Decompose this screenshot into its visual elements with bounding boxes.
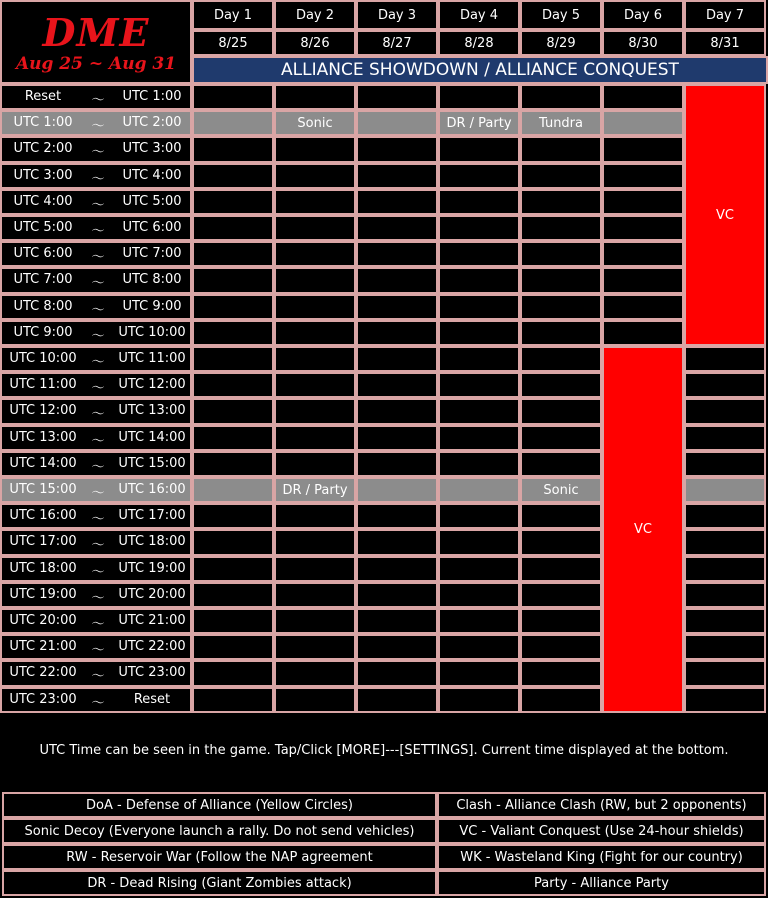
slot-start: UTC 14:00	[9, 455, 77, 471]
schedule-cell	[192, 398, 274, 424]
slot-end: UTC 4:00	[122, 167, 182, 183]
slot-separator: 〜	[91, 93, 105, 108]
schedule-cell	[192, 346, 274, 372]
schedule-cell	[356, 241, 438, 267]
schedule-cell	[356, 189, 438, 215]
slot-end: UTC 7:00	[122, 246, 182, 262]
schedule-cell	[356, 425, 438, 451]
schedule-cell	[438, 608, 520, 634]
utc-note: UTC Time can be seen in the game. Tap/Click [MORE]---[SETTINGS]. Current time displayed at the bottom.	[0, 712, 768, 788]
schedule-cell	[356, 215, 438, 241]
schedule-cell	[520, 398, 602, 424]
slot-end: UTC 6:00	[122, 220, 182, 235]
time-slot-label	[0, 294, 192, 320]
schedule-cell	[438, 241, 520, 267]
schedule-cell	[192, 608, 274, 634]
slot-separator: 〜	[91, 617, 105, 632]
slot-separator: 〜	[91, 328, 105, 344]
schedule-cell	[602, 189, 684, 215]
schedule-cell	[438, 320, 520, 346]
slot-separator: 〜	[91, 276, 105, 292]
time-slot-label	[0, 425, 192, 451]
schedule-cell	[274, 163, 356, 189]
slot-start: UTC 22:00	[9, 665, 77, 681]
slot-start: UTC 15:00	[9, 482, 77, 497]
schedule-cell	[520, 608, 602, 634]
schedule-cell	[684, 372, 766, 398]
schedule-cell	[192, 687, 274, 713]
schedule-cell	[192, 503, 274, 529]
legend-item: VC - Valiant Conquest (Use 24-hour shields)	[437, 818, 766, 844]
time-slot-label	[0, 451, 192, 477]
schedule-cell	[520, 294, 602, 320]
schedule-cell	[274, 189, 356, 215]
schedule-cell	[192, 425, 274, 451]
slot-end: UTC 12:00	[118, 377, 186, 393]
schedule-cell	[684, 398, 766, 424]
schedule-cell	[438, 503, 520, 529]
schedule-cell	[520, 582, 602, 608]
schedule-cell	[356, 372, 438, 398]
slot-end: UTC 16:00	[118, 482, 186, 497]
slot-end: UTC 3:00	[122, 141, 182, 157]
schedule-cell	[684, 660, 766, 686]
schedule-cell	[192, 451, 274, 477]
slot-start: UTC 10:00	[9, 351, 77, 366]
schedule-cell	[684, 503, 766, 529]
slot-separator: 〜	[91, 197, 105, 213]
schedule-cell	[274, 372, 356, 398]
schedule-cell	[356, 687, 438, 713]
schedule-cell	[274, 529, 356, 555]
schedule-cell	[192, 556, 274, 582]
logo-title: DME	[42, 10, 150, 55]
time-slot-label	[0, 136, 192, 162]
schedule-cell	[274, 241, 356, 267]
schedule-cell	[274, 451, 356, 477]
time-slot-label	[0, 503, 192, 529]
schedule-cell	[192, 529, 274, 555]
schedule-cell	[602, 294, 684, 320]
schedule-cell	[274, 136, 356, 162]
schedule-cell	[356, 163, 438, 189]
slot-start: UTC 23:00	[9, 691, 77, 707]
schedule-cell	[356, 294, 438, 320]
schedule-cell	[602, 110, 684, 136]
schedule-cell	[356, 84, 438, 110]
legend-item: WK - Wasteland King (Fight for our country)	[437, 844, 766, 870]
slot-separator: 〜	[91, 250, 105, 266]
schedule-cell	[438, 267, 520, 293]
slot-start: UTC 5:00	[13, 220, 73, 235]
time-slot-label	[0, 267, 192, 293]
schedule-cell	[438, 215, 520, 241]
slot-separator: 〜	[91, 590, 105, 606]
schedule-cell	[602, 215, 684, 241]
day-date: 8/26	[274, 30, 356, 56]
schedule-cell	[520, 267, 602, 293]
schedule-cell	[438, 582, 520, 608]
time-slot-label	[0, 163, 192, 189]
slot-start: UTC 9:00	[13, 324, 73, 340]
day-header: Day 3	[356, 0, 438, 30]
slot-end: UTC 1:00	[122, 89, 182, 104]
schedule-cell	[602, 320, 684, 346]
schedule-cell	[356, 556, 438, 582]
slot-end: UTC 18:00	[118, 534, 186, 550]
schedule-cell	[192, 634, 274, 660]
schedule-cell	[438, 660, 520, 686]
slot-end: UTC 13:00	[118, 403, 186, 419]
slot-end: UTC 10:00	[118, 324, 186, 340]
day-header: Day 6	[602, 0, 684, 30]
event-block-vc: VC	[686, 86, 764, 344]
slot-end: UTC 11:00	[118, 351, 186, 366]
schedule-cell	[356, 346, 438, 372]
day-date: 8/30	[602, 30, 684, 56]
schedule-cell	[520, 84, 602, 110]
schedule-cell	[192, 241, 274, 267]
slot-separator: 〜	[91, 695, 105, 711]
schedule-cell	[684, 608, 766, 634]
slot-separator: 〜	[91, 538, 105, 554]
schedule-cell	[520, 634, 602, 660]
schedule-cell: Tundra	[520, 110, 602, 136]
schedule-cell	[520, 163, 602, 189]
schedule-cell	[356, 320, 438, 346]
schedule-cell	[274, 556, 356, 582]
schedule-cell	[192, 84, 274, 110]
slot-separator: 〜	[91, 355, 105, 370]
slot-start: UTC 16:00	[9, 508, 77, 524]
time-slot-label	[0, 687, 192, 713]
schedule-cell	[274, 425, 356, 451]
schedule-cell	[356, 267, 438, 293]
schedule-cell	[520, 346, 602, 372]
schedule-cell	[356, 110, 438, 136]
schedule-cell	[438, 556, 520, 582]
time-slot-label	[0, 477, 192, 503]
schedule-cell	[520, 556, 602, 582]
schedule-cell	[520, 136, 602, 162]
schedule-cell	[684, 425, 766, 451]
schedule-cell	[274, 634, 356, 660]
schedule-cell	[356, 582, 438, 608]
slot-separator: 〜	[91, 643, 105, 659]
schedule-cell	[356, 608, 438, 634]
time-slot-label	[0, 582, 192, 608]
day-date: 8/25	[192, 30, 274, 56]
slot-start: UTC 12:00	[9, 403, 77, 419]
day-header: Day 4	[438, 0, 520, 30]
day-date: 8/27	[356, 30, 438, 56]
schedule-cell	[356, 503, 438, 529]
schedule-cell	[192, 477, 274, 503]
time-slot-label	[0, 556, 192, 582]
time-slot-label	[0, 241, 192, 267]
schedule-cell	[520, 529, 602, 555]
schedule-cell	[192, 320, 274, 346]
legend-item: DoA - Defense of Alliance (Yellow Circles)	[2, 792, 437, 818]
schedule-cell	[192, 267, 274, 293]
time-slot-label	[0, 84, 192, 110]
slot-start: UTC 7:00	[13, 272, 73, 288]
schedule-cell	[192, 163, 274, 189]
slot-start: UTC 20:00	[9, 613, 77, 628]
schedule-cell	[356, 136, 438, 162]
schedule-cell	[520, 215, 602, 241]
slot-end: UTC 9:00	[122, 298, 182, 314]
day-date: 8/29	[520, 30, 602, 56]
schedule-cell	[192, 294, 274, 320]
time-slot-label	[0, 110, 192, 136]
schedule-cell	[356, 477, 438, 503]
time-slot-label	[0, 346, 192, 372]
schedule-cell	[602, 84, 684, 110]
schedule-cell	[438, 136, 520, 162]
schedule-cell	[274, 503, 356, 529]
schedule-cell	[356, 634, 438, 660]
slot-start: UTC 19:00	[9, 586, 77, 602]
schedule-cell	[438, 634, 520, 660]
schedule-cell	[602, 136, 684, 162]
slot-end: UTC 17:00	[118, 508, 186, 524]
schedule-cell	[684, 634, 766, 660]
slot-separator: 〜	[91, 302, 105, 318]
slot-start: Reset	[24, 89, 62, 104]
logo-subtitle: Aug 25 ~ Aug 31	[15, 54, 177, 74]
schedule-cell	[520, 687, 602, 713]
legend-item: Party - Alliance Party	[437, 870, 766, 896]
schedule-cell	[274, 608, 356, 634]
schedule-cell	[274, 346, 356, 372]
schedule-cell	[192, 189, 274, 215]
schedule-cell	[274, 84, 356, 110]
schedule-cell	[684, 556, 766, 582]
time-slot-label	[0, 189, 192, 215]
schedule-cell: DR / Party	[438, 110, 520, 136]
schedule-cell	[274, 320, 356, 346]
slot-start: UTC 11:00	[9, 377, 77, 393]
slot-start: UTC 13:00	[9, 429, 77, 445]
slot-start: UTC 8:00	[13, 298, 73, 314]
slot-separator: 〜	[91, 407, 105, 423]
schedule-cell	[684, 529, 766, 555]
slot-end: UTC 22:00	[118, 639, 186, 655]
schedule-cell	[274, 215, 356, 241]
slot-separator: 〜	[91, 433, 105, 449]
slot-separator: 〜	[91, 381, 105, 397]
schedule-cell	[192, 372, 274, 398]
slot-separator: 〜	[91, 119, 105, 135]
schedule-cell	[438, 294, 520, 320]
slot-end: UTC 2:00	[122, 115, 182, 131]
slot-separator: 〜	[91, 512, 105, 528]
day-date: 8/28	[438, 30, 520, 56]
day-header: Day 1	[192, 0, 274, 30]
schedule-cell	[520, 503, 602, 529]
logo	[0, 0, 192, 84]
schedule-cell	[274, 267, 356, 293]
slot-separator: 〜	[91, 564, 105, 580]
time-slot-label	[0, 215, 192, 241]
schedule-cell	[438, 529, 520, 555]
schedule-cell	[274, 294, 356, 320]
schedule-cell	[602, 163, 684, 189]
schedule-cell	[684, 477, 766, 503]
legend-item: Sonic Decoy (Everyone launch a rally. Do not send vehicles)	[2, 818, 437, 844]
schedule-cell	[438, 189, 520, 215]
schedule-cell	[684, 687, 766, 713]
schedule-cell	[684, 582, 766, 608]
schedule-cell	[438, 451, 520, 477]
event-banner: ALLIANCE SHOWDOWN / ALLIANCE CONQUEST	[192, 56, 768, 84]
slot-end: UTC 14:00	[118, 429, 186, 445]
slot-start: UTC 4:00	[13, 193, 73, 209]
schedule-cell	[356, 398, 438, 424]
schedule-cell	[356, 660, 438, 686]
slot-start: UTC 3:00	[13, 167, 73, 183]
time-slot-label	[0, 660, 192, 686]
schedule-cell	[520, 320, 602, 346]
day-header: Day 2	[274, 0, 356, 30]
schedule-cell	[274, 398, 356, 424]
slot-end: UTC 23:00	[118, 665, 186, 681]
schedule-cell: Sonic	[520, 477, 602, 503]
slot-end: UTC 15:00	[118, 455, 186, 471]
schedule-cell	[192, 215, 274, 241]
slot-end: UTC 8:00	[122, 272, 182, 288]
schedule-cell	[520, 241, 602, 267]
schedule-cell	[602, 241, 684, 267]
event-block-vc: VC	[604, 348, 682, 711]
slot-separator: 〜	[91, 224, 105, 239]
slot-end: Reset	[133, 691, 171, 707]
slot-separator: 〜	[91, 459, 105, 475]
schedule-cell	[438, 84, 520, 110]
slot-end: UTC 19:00	[118, 560, 186, 576]
slot-start: UTC 21:00	[9, 639, 77, 655]
schedule-cell	[602, 267, 684, 293]
schedule-cell	[192, 136, 274, 162]
schedule-cell	[192, 110, 274, 136]
slot-end: UTC 21:00	[118, 613, 186, 628]
schedule-cell	[438, 398, 520, 424]
time-slot-label	[0, 320, 192, 346]
schedule-cell	[520, 372, 602, 398]
slot-separator: 〜	[91, 486, 105, 501]
schedule-cell	[274, 582, 356, 608]
time-slot-label	[0, 529, 192, 555]
slot-start: UTC 18:00	[9, 560, 77, 576]
schedule-cell	[192, 660, 274, 686]
schedule-cell	[356, 529, 438, 555]
schedule-cell	[520, 189, 602, 215]
schedule-cell	[356, 451, 438, 477]
schedule-cell	[438, 163, 520, 189]
legend-item: RW - Reservoir War (Follow the NAP agreement	[2, 844, 437, 870]
schedule-cell	[520, 660, 602, 686]
schedule-cell	[274, 687, 356, 713]
slot-start: UTC 17:00	[9, 534, 77, 550]
schedule-cell	[684, 346, 766, 372]
schedule-cell: Sonic	[274, 110, 356, 136]
schedule-cell	[274, 660, 356, 686]
legend-item: Clash - Alliance Clash (RW, but 2 opponents)	[437, 792, 766, 818]
day-header: Day 7	[684, 0, 766, 30]
slot-end: UTC 20:00	[118, 586, 186, 602]
schedule-cell	[438, 346, 520, 372]
schedule-cell	[438, 687, 520, 713]
slot-end: UTC 5:00	[122, 193, 182, 209]
time-slot-label	[0, 372, 192, 398]
schedule-cell	[192, 582, 274, 608]
schedule-cell	[438, 425, 520, 451]
schedule-cell	[520, 451, 602, 477]
slot-start: UTC 2:00	[13, 141, 73, 157]
time-slot-label	[0, 634, 192, 660]
schedule-cell	[438, 477, 520, 503]
slot-separator: 〜	[91, 145, 105, 161]
legend-item: DR - Dead Rising (Giant Zombies attack)	[2, 870, 437, 896]
slot-separator: 〜	[91, 669, 105, 685]
time-slot-label	[0, 608, 192, 634]
schedule-cell	[520, 425, 602, 451]
day-header: Day 5	[520, 0, 602, 30]
schedule-cell	[684, 451, 766, 477]
slot-start: UTC 1:00	[13, 115, 73, 131]
slot-separator: 〜	[91, 171, 105, 187]
day-date: 8/31	[684, 30, 766, 56]
schedule-cell: DR / Party	[274, 477, 356, 503]
time-slot-label	[0, 398, 192, 424]
slot-start: UTC 6:00	[13, 246, 73, 262]
schedule-cell	[438, 372, 520, 398]
